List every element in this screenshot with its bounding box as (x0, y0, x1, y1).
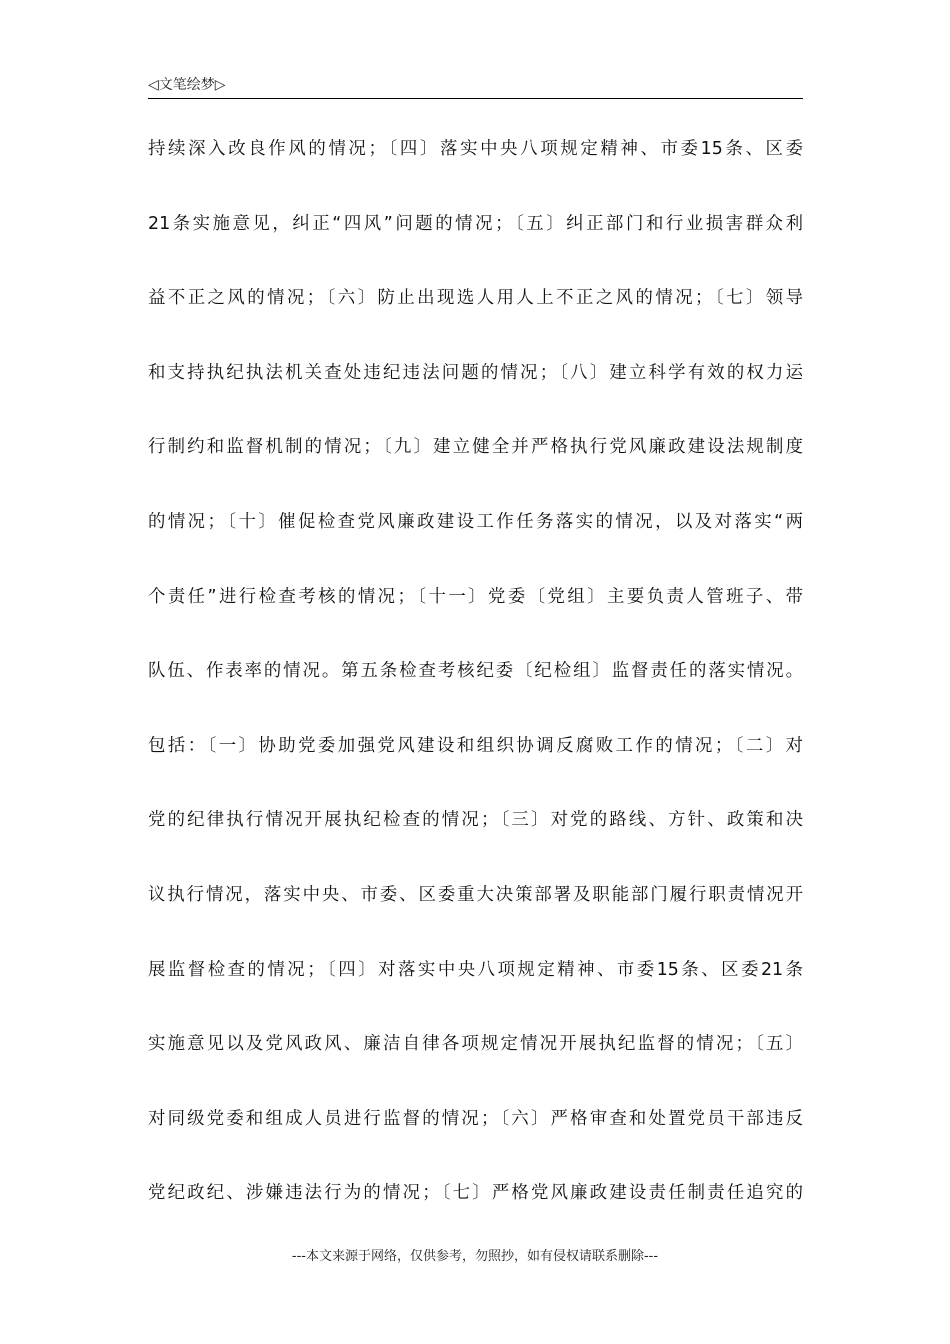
body-line: 和支持执纪执法机关查处违纪违法问题的情况；〔八〕建立科学有效的权力运 (148, 362, 803, 383)
body-line: 对同级党委和组成人员进行监督的情况；〔六〕严格审查和处置党员干部违反 (148, 1108, 803, 1129)
body-line: 包括：〔一〕协助党委加强党风建设和组织协调反腐败工作的情况；〔二〕对 (148, 735, 803, 756)
body-line: 行制约和监督机制的情况；〔九〕建立健全并严格执行党风廉政建设法规制度 (148, 437, 803, 458)
body-line: 展监督检查的情况；〔四〕对落实中央八项规定精神、市委15条、区委21条 (148, 959, 803, 980)
body-line: 党的纪律执行情况开展执纪检查的情况；〔三〕对党的路线、方针、政策和决 (148, 810, 803, 831)
page-header (148, 74, 803, 99)
body-line: 持续深入改良作风的情况；〔四〕落实中央八项规定精神、市委15条、区委 (148, 139, 803, 159)
header-title: ◁文笔绘梦▷ (148, 77, 226, 93)
body-line: 党纪政纪、涉嫌违法行为的情况；〔七〕严格党风廉政建设责任制责任追究的 (148, 1183, 803, 1204)
body-line: 的情况；〔十〕催促检查党风廉政建设工作任务落实的情况，以及对落实“两 (148, 511, 803, 532)
body-line: 议执行情况，落实中央、市委、区委重大决策部署及职能部门履行职责情况开 (148, 884, 803, 905)
body-line: 益不正之风的情况；〔六〕防止出现选人用人上不正之风的情况；〔七〕领导 (148, 288, 803, 309)
body-line: 21条实施意见，纠正“四风”问题的情况；〔五〕纠正部门和行业损害群众利 (148, 213, 803, 234)
body-line: 队伍、作表率的情况。第五条检查考核纪委〔纪检组〕监督责任的落实情况。 (148, 661, 803, 682)
body-line: 实施意见以及党风政风、廉洁自律各项规定情况开展执纪监督的情况；〔五〕 (148, 1034, 803, 1055)
document-body (148, 128, 803, 1247)
page-footer: ---本文来源于网络，仅供参考，勿照抄，如有侵权请联系删除--- (291, 1249, 659, 1264)
body-line: 个责任”进行检查考核的情况；〔十一〕党委〔党组〕主要负责人管班子、带 (148, 586, 803, 607)
